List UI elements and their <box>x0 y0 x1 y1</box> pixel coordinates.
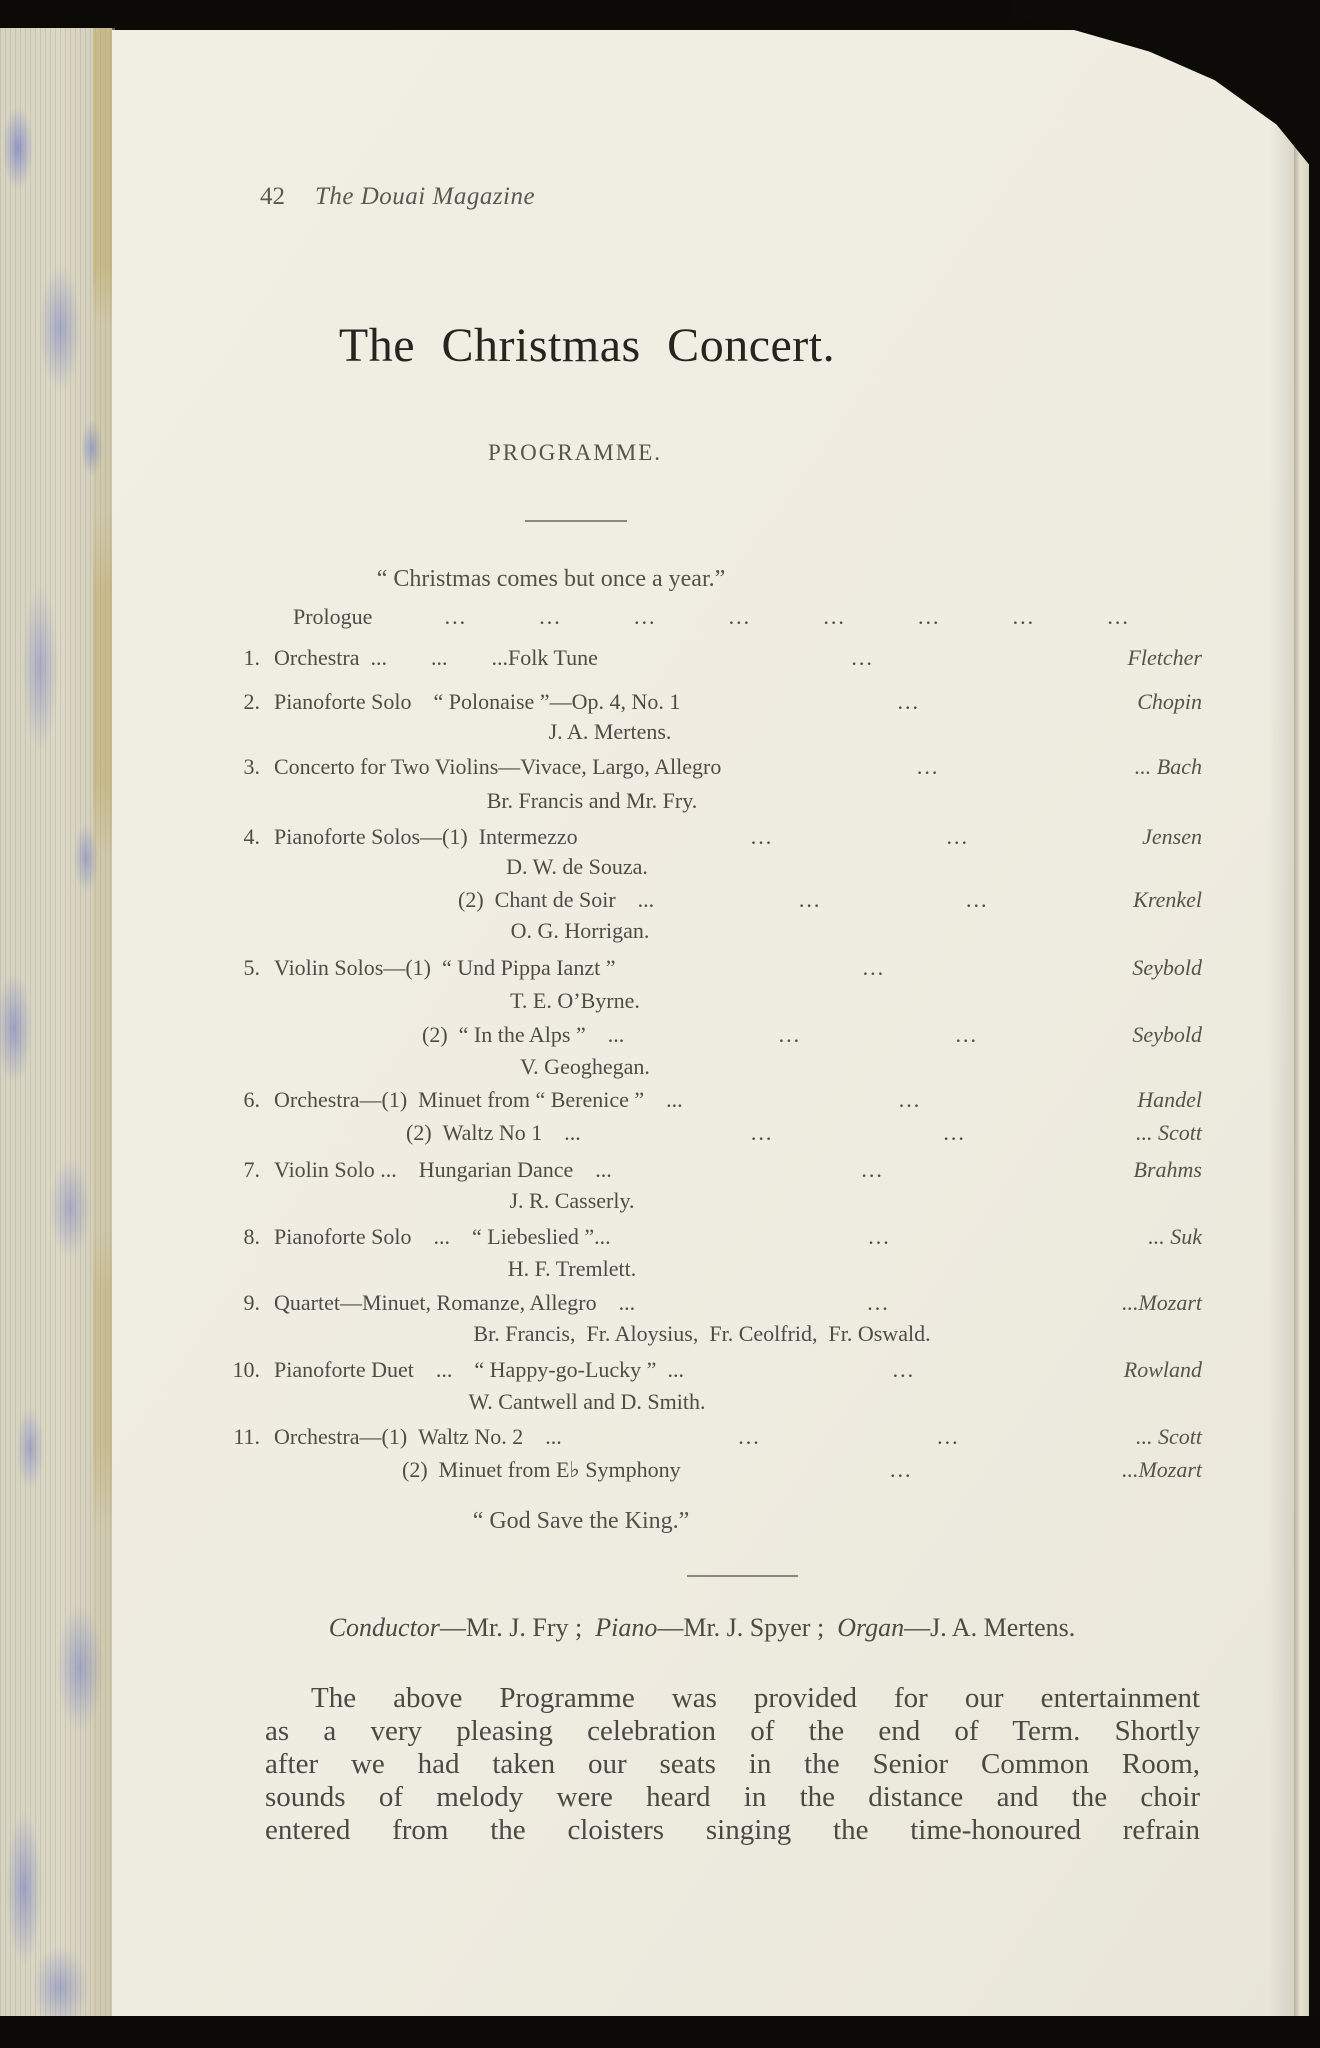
dots-group: ... <box>444 604 468 629</box>
credit-name: —J. A. Mertens. <box>904 1613 1076 1642</box>
dots-group: ... <box>728 604 752 629</box>
item-number: 1. <box>243 645 260 670</box>
dots-group: ... <box>539 604 562 629</box>
credits-line <box>132 1613 1272 1643</box>
programme-line <box>202 1456 1202 1484</box>
composer-name: Rowland <box>1123 1357 1202 1382</box>
performer-names: V. Geoghegan. <box>520 1054 650 1079</box>
item-number: 9. <box>243 1290 260 1315</box>
dots-group: ... <box>943 1120 966 1145</box>
performer-names: O. G. Horrigan. <box>510 918 650 943</box>
programme-heading: PROGRAMME. <box>487 440 662 465</box>
performer-names: Br. Francis, Fr. Aloysius, Fr. Ceolfrid, Fr. Oswald. <box>473 1321 931 1346</box>
dots-group: ... <box>955 1022 978 1047</box>
programme-line <box>202 644 1202 672</box>
item-number: 11. <box>233 1424 260 1449</box>
composer-name: ... Scott <box>1136 1424 1202 1449</box>
paragraph-line: The above Programme was provided for our entertainment <box>311 1682 1200 1714</box>
divider-rule <box>687 1575 798 1577</box>
dots-group: ... <box>862 955 886 980</box>
item-text: Pianoforte Solo “ Polonaise ”—Op. 4, No. 1 <box>274 689 681 714</box>
dots-group: ... <box>633 604 657 629</box>
book-page <box>112 30 1294 2016</box>
paragraph-line: after we had taken our seats in the Senior Common Room, <box>265 1748 1200 1780</box>
item-number: 10. <box>232 1357 260 1382</box>
item-number: 6. <box>243 1087 260 1112</box>
programme-line <box>202 886 1202 914</box>
programme-line <box>202 603 1202 631</box>
dot-leaders <box>615 954 1132 982</box>
credit-role: Piano <box>595 1613 658 1642</box>
dots-group: ... <box>750 1120 774 1145</box>
dots-group: ... <box>750 824 774 849</box>
composer-name: Jensen <box>1142 824 1202 849</box>
item-text: Orchestra—(1) Minuet from “ Berenice ” ... <box>274 1087 683 1112</box>
closing-quote: “ God Save the King.” <box>472 1508 690 1534</box>
composer-name: Seybold <box>1132 1022 1202 1047</box>
page-number: 42 <box>260 183 285 210</box>
programme-line <box>202 688 1202 716</box>
running-head <box>260 183 535 211</box>
dot-leaders <box>684 1356 1124 1384</box>
paragraph-line: entered from the cloisters singing the time-honoured refrain <box>265 1814 1200 1846</box>
programme-line <box>202 1086 1202 1114</box>
dots-group: ... <box>861 1157 884 1182</box>
programme-line <box>202 1156 1202 1184</box>
item-text: Concerto for Two Violins—Vivace, Largo, Allegro <box>274 754 722 779</box>
programme-line <box>202 1423 1202 1451</box>
dot-leaders <box>611 1223 1149 1251</box>
dots-group: ... <box>916 754 940 779</box>
performer-names: D. W. de Souza. <box>506 854 648 879</box>
item-text: Pianoforte Solos—(1) Intermezzo <box>274 824 578 849</box>
dots-group: ... <box>798 887 822 912</box>
item-text: (2) Minuet from E♭ Symphony <box>402 1457 681 1482</box>
composer-name: Fletcher <box>1127 645 1202 670</box>
underlying-page-edge <box>1294 140 1309 2016</box>
dots-group: ... <box>946 824 969 849</box>
dot-leaders <box>721 753 1134 781</box>
performer-names: H. F. Tremlett. <box>507 1256 637 1281</box>
divider-rule <box>525 520 627 522</box>
programme-line <box>202 1223 1202 1251</box>
dots-group: ... <box>778 1022 802 1047</box>
item-number: 2. <box>243 689 260 714</box>
programme-line <box>202 753 1202 781</box>
dots-group: ... <box>1012 604 1036 629</box>
dots-group: ... <box>738 1424 761 1449</box>
composer-name: Seybold <box>1132 955 1202 980</box>
item-text: Violin Solos—(1) “ Und Pippa Ianzt ” <box>274 955 616 980</box>
dots-group: ... <box>898 1087 922 1112</box>
item-text: (2) Chant de Soir ... <box>458 887 655 912</box>
item-number: 7. <box>243 1157 260 1182</box>
item-text: (2) “ In the Alps ” ... <box>422 1022 625 1047</box>
item-number: 4. <box>243 824 260 849</box>
dot-leaders <box>562 1423 1136 1451</box>
paragraph-line: sounds of melody were heard in the distance and the choir <box>265 1781 1200 1813</box>
programme-line <box>202 1119 1202 1147</box>
item-text: Prologue <box>293 604 373 629</box>
dots-group: ... <box>823 604 846 629</box>
dots-group: ... <box>890 1457 913 1482</box>
dot-leaders <box>624 1021 1132 1049</box>
credit-name: —Mr. J. Spyer ; <box>657 1613 838 1642</box>
item-text: Pianoforte Solo ... “ Liebeslied ”... <box>274 1224 611 1249</box>
performer-names: W. Cantwell and D. Smith. <box>468 1389 706 1414</box>
dots-group: ... <box>892 1357 916 1382</box>
dot-leaders <box>598 644 1128 672</box>
dots-group: ... <box>897 689 921 714</box>
dot-leaders <box>612 1156 1134 1184</box>
item-text: Orchestra—(1) Waltz No. 2 ... <box>274 1424 562 1449</box>
item-text: Orchestra ... ... ...Folk Tune <box>274 645 598 670</box>
composer-name: ...Mozart <box>1121 1290 1202 1315</box>
dots-group: ... <box>1107 604 1130 629</box>
dot-leaders <box>635 1289 1122 1317</box>
body-paragraph <box>265 1682 1200 1847</box>
performer-names: J. A. Mertens. <box>548 719 672 744</box>
item-number: 8. <box>243 1224 260 1249</box>
dot-leaders <box>372 603 1202 631</box>
item-number: 5. <box>243 955 260 980</box>
composer-name: ... Suk <box>1148 1224 1202 1249</box>
performer-names: Br. Francis and Mr. Fry. <box>486 788 698 813</box>
credit-role: Conductor <box>328 1613 440 1642</box>
opening-quote: “ Christmas comes but once a year.” <box>376 566 726 592</box>
programme-line <box>202 1356 1202 1384</box>
dots-group: ... <box>851 645 874 670</box>
programme-line <box>202 1289 1202 1317</box>
dot-leaders <box>578 823 1143 851</box>
item-text: Violin Solo ... Hungarian Dance ... <box>274 1157 612 1182</box>
credit-name: —Mr. J. Fry ; <box>439 1613 596 1642</box>
item-text: (2) Waltz No 1 ... <box>406 1120 581 1145</box>
composer-name: ...Mozart <box>1121 1457 1202 1482</box>
programme-line <box>202 954 1202 982</box>
composer-name: Krenkel <box>1133 887 1202 912</box>
composer-name: Brahms <box>1133 1157 1202 1182</box>
composer-name: Chopin <box>1137 689 1202 714</box>
programme-line <box>202 823 1202 851</box>
paragraph-line: as a very pleasing celebration of the end of Term. Shortly <box>265 1715 1200 1747</box>
composer-name: Handel <box>1137 1087 1202 1112</box>
performer-names: J. R. Casserly. <box>509 1188 635 1213</box>
programme-line <box>202 1021 1202 1049</box>
performer-names: T. E. O’Byrne. <box>510 988 640 1013</box>
article-title: The Christmas Concert. <box>338 319 836 372</box>
dot-leaders <box>681 1456 1122 1484</box>
item-text: Quartet—Minuet, Romanze, Allegro ... <box>274 1290 636 1315</box>
binding-bottom-edge <box>0 2016 1320 2048</box>
credit-role: Organ <box>837 1613 905 1642</box>
dots-group: ... <box>917 604 941 629</box>
composer-name: ... Bach <box>1134 754 1202 779</box>
item-text: Pianoforte Duet ... “ Happy-go-Lucky ” ... <box>274 1357 684 1382</box>
dots-group: ... <box>867 1290 890 1315</box>
dots-group: ... <box>966 887 989 912</box>
dot-leaders <box>680 688 1137 716</box>
dot-leaders <box>581 1119 1136 1147</box>
dot-leaders <box>683 1086 1138 1114</box>
dots-group: ... <box>868 1224 891 1249</box>
composer-name: ... Scott <box>1136 1120 1202 1145</box>
magazine-title: The Douai Magazine <box>315 183 536 210</box>
dot-leaders <box>654 886 1133 914</box>
item-number: 3. <box>243 754 260 779</box>
dots-group: ... <box>937 1424 960 1449</box>
